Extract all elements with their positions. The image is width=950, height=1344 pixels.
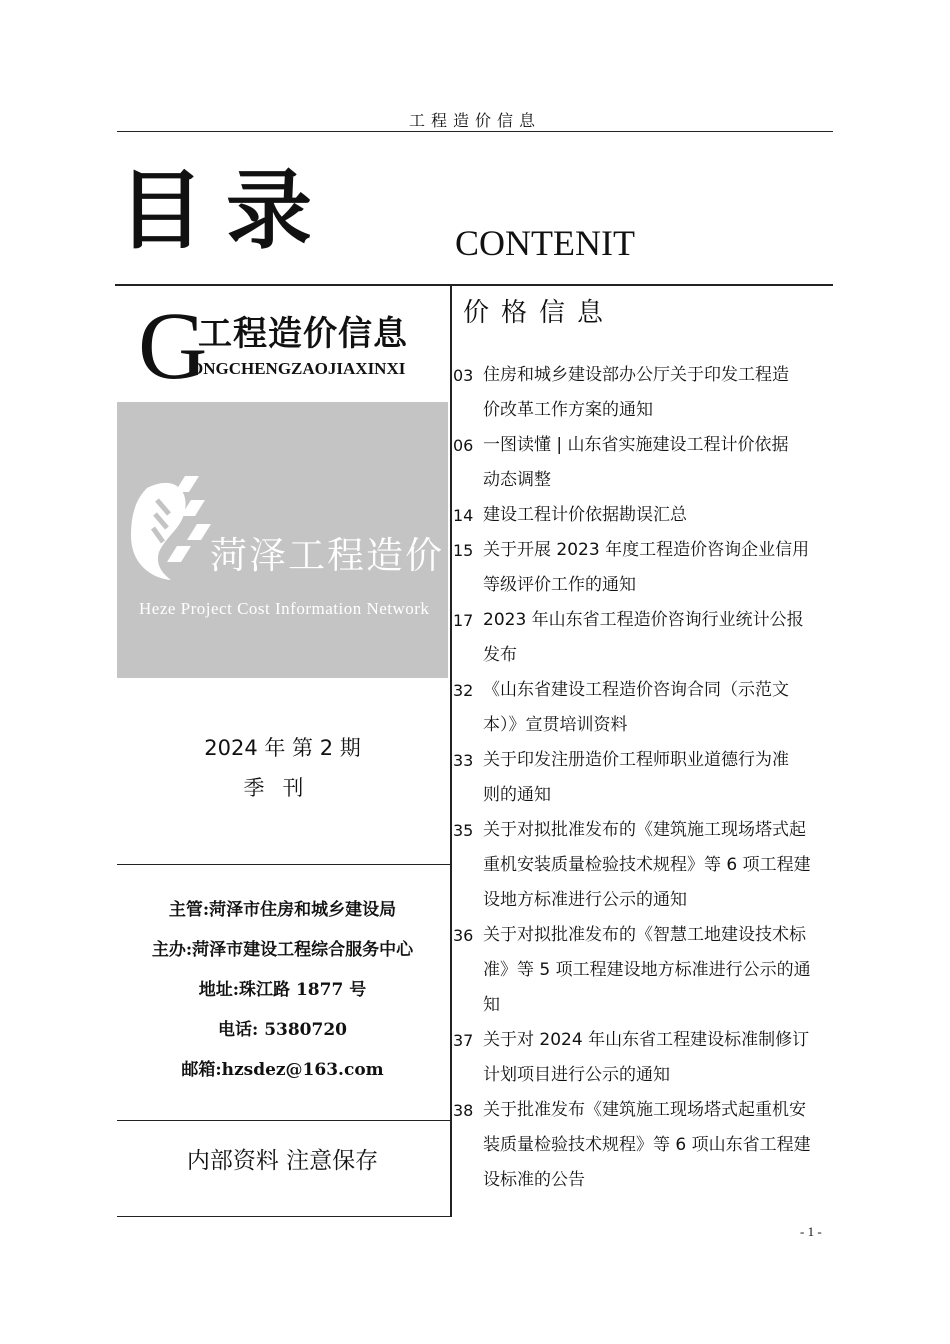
toc-line: 装质量检验技术规程》等 6 项山东省工程建 xyxy=(483,1135,811,1155)
page-number: - 1 - xyxy=(800,1224,822,1239)
toc-page: 17 xyxy=(453,611,474,630)
toc-page: 36 xyxy=(453,926,474,945)
toc-page: 32 xyxy=(453,681,474,700)
publisher-email: 邮箱:hzsdez@163.com xyxy=(181,1060,384,1080)
bottom-rule xyxy=(117,1216,452,1217)
toc-title xyxy=(483,1093,843,1198)
toc-line: 重机安装质量检验技术规程》等 6 项工程建 xyxy=(483,855,811,875)
toc-line: 关于开展 2023 年度工程造价咨询企业信用 xyxy=(483,540,810,560)
internal-notice: 内部资料 注意保存 xyxy=(186,1148,379,1174)
contents-title-en: CONTENIT xyxy=(455,223,635,263)
toc-line: 准》等 5 项工程建设地方标准进行公示的通 xyxy=(483,960,811,980)
toc-line: 设地方标准进行公示的通知 xyxy=(483,890,687,910)
toc-line: 价改革工作方案的通知 xyxy=(483,400,653,420)
toc-line: 关于对 2024 年山东省工程建设标准制修订 xyxy=(483,1030,810,1050)
cover-banner xyxy=(117,402,448,678)
banner-title-en: Heze Project Cost Information Network xyxy=(139,599,430,618)
issue-frequency: 季刊 xyxy=(243,776,322,800)
toc-title xyxy=(483,603,843,673)
toc-line: 等级评价工作的通知 xyxy=(483,575,636,595)
toc-line: 则的通知 xyxy=(483,785,551,805)
toc-line: 《山东省建设工程造价咨询合同（示范文 xyxy=(483,680,789,700)
publisher-address: 地址:珠江路 1877 号 xyxy=(198,980,367,1000)
toc-line: 住房和城乡建设部办公厅关于印发工程造 xyxy=(483,365,789,385)
toc-title xyxy=(483,358,843,428)
running-header: 工程造价信息 xyxy=(408,111,541,130)
title-rule xyxy=(115,284,833,286)
contents-title-zh: 目录 xyxy=(118,160,334,261)
toc-title xyxy=(483,918,843,1023)
toc-page: 15 xyxy=(453,541,474,560)
toc-page: 03 xyxy=(453,366,474,385)
section-title: 价格信息 xyxy=(463,298,616,328)
toc-title xyxy=(483,1023,843,1093)
toc-line: 2023 年山东省工程造价咨询行业统计公报 xyxy=(483,610,804,630)
toc-line: 关于对拟批准发布的《建筑施工现场塔式起 xyxy=(483,820,806,840)
logo-pinyin: ONGCHENGZAOJIAXINXI xyxy=(190,359,406,378)
toc-title xyxy=(483,743,843,813)
publisher-sponsor: 主办:菏泽市建设工程综合服务中心 xyxy=(151,940,414,960)
logo-title: 工程造价信息 xyxy=(198,314,408,354)
toc-line: 本）》宣贯培训资料 xyxy=(483,715,628,735)
toc-page: 35 xyxy=(453,821,474,840)
toc-title xyxy=(483,813,843,918)
toc-line: 发布 xyxy=(483,645,517,665)
toc-line: 设标准的公告 xyxy=(483,1170,585,1190)
toc-page: 37 xyxy=(453,1031,474,1050)
toc-line: 关于批准发布《建筑施工现场塔式起重机安 xyxy=(483,1100,806,1120)
toc-line: 计划项目进行公示的通知 xyxy=(483,1065,670,1085)
toc-line: 一图读懂 | 山东省实施建设工程计价依据 xyxy=(483,435,789,455)
issue-number: 2024 年 第 2 期 xyxy=(204,736,361,760)
toc-line: 关于对拟批准发布的《智慧工地建设技术标 xyxy=(483,925,806,945)
toc-page: 14 xyxy=(453,506,474,525)
publisher-supervisor: 主管:菏泽市住房和城乡建设局 xyxy=(168,900,397,920)
publisher-phone: 电话: 5380720 xyxy=(218,1020,347,1040)
toc-title xyxy=(483,498,843,533)
toc-line: 知 xyxy=(483,995,500,1015)
toc-line: 动态调整 xyxy=(483,470,551,490)
publisher-rule xyxy=(117,1120,450,1121)
toc-title xyxy=(483,428,843,498)
column-divider xyxy=(450,285,452,1217)
toc-title xyxy=(483,673,843,743)
toc-page: 38 xyxy=(453,1101,474,1120)
logo-initial: G xyxy=(138,292,208,399)
toc-line: 关于印发注册造价工程师职业道德行为准 xyxy=(483,750,789,770)
toc-title xyxy=(483,533,843,603)
toc-line: 建设工程计价依据勘误汇总 xyxy=(483,505,687,525)
toc-page: 33 xyxy=(453,751,474,770)
toc-page: 06 xyxy=(453,436,474,455)
issue-rule xyxy=(117,864,450,865)
banner-title-zh: 菏泽工程造价 xyxy=(210,534,444,577)
header-rule xyxy=(117,131,833,132)
